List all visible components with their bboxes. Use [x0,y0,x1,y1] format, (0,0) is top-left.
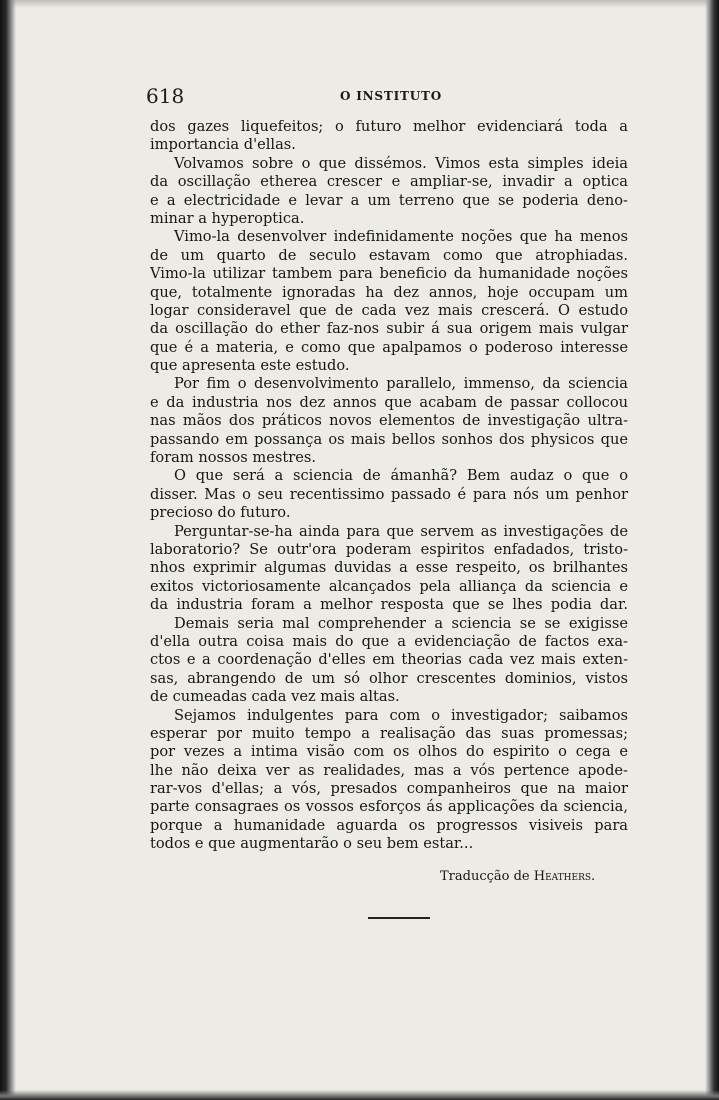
scan-edge-bottom [0,1090,719,1100]
scan-edge-left [0,0,16,1100]
text-line: disser. Mas o seu recentissimo passado é para nós um penhor [150,485,628,503]
text-line: dos gazes liquefeitos; o futuro melhor evidenciará toda a [150,118,628,135]
text-line: de um quarto de seculo estavam como que atrophiadas. [150,246,628,264]
text-line: por vezes a intima visão com os olhos do espirito o cega e [150,743,628,761]
text-line: nas mãos dos práticos novos elementos de investigação ultra- [150,412,628,430]
text-line: importancia d'ellas. [150,136,296,154]
text-line: Demais seria mal comprehender a sciencia se se exigisse [174,614,628,632]
text-line: Vimo-la utilizar tambem para beneficio da humanidade noções [150,265,628,283]
closing-rule [368,917,430,919]
text-line: da oscillação do ether faz-nos subir á sua origem mais vulgar [150,320,628,338]
text-line: Por fim o desenvolvimento parallelo, immenso, da sciencia [174,375,628,393]
scan-edge-top [0,0,719,8]
text-line: O que será a sciencia de ámanhã? Bem audaz o que o [174,467,628,485]
text-line: que, totalmente ignoradas ha dez annos, hoje occupam um [150,283,628,301]
running-title: O INSTITUTO [340,89,442,103]
page-number: 618 [146,84,185,108]
text-line: da industria foram a melhor resposta que se lhes podia dar. [150,596,628,614]
text-line: Volvamos sobre o que dissémos. Vimos esta simples ideia [174,154,628,172]
body-text [150,118,628,854]
text-line: todos e que augmentarão o seu bem estar... [150,835,474,853]
credit-prefix: Traducção de [440,869,530,884]
scan-edge-right [705,0,719,1100]
text-line: laboratorio? Se outr'ora poderam espiritos enfadados, tristo- [150,540,628,558]
text-line: Perguntar-se-ha ainda para que servem as investigações de [174,522,628,540]
text-line: minar a hyperoptica. [150,209,305,227]
translator-name: Heathers. [533,869,596,884]
text-line: que apresenta este estudo. [150,357,350,375]
text-line: da oscillação etherea crescer e ampliar-se, invadir a optica [150,173,628,191]
text-line: precioso do futuro. [150,504,291,522]
text-line: logar consideravel que de cada vez mais crescerá. O estudo [150,301,628,319]
text-line: parte consagraes os vossos esforços ás applicações da sciencia, [150,798,628,816]
text-line: foram nossos mestres. [150,449,316,467]
text-line: rar-vos d'ellas; a vós, presados companheiros que na maior [150,780,628,798]
text-line: d'ella outra coisa mais do que a evidenciação de factos exa- [150,632,628,650]
text-line: sas, abrangendo de um só olhor crescentes dominios, vistos [150,669,628,687]
text-line: que é a materia, e como que apalpamos o poderoso interesse [150,338,628,356]
text-line: Sejamos indulgentes para com o investigador; saibamos [174,706,628,724]
text-line: lhe não deixa ver as realidades, mas a vós pertence apode- [150,761,628,779]
text-line: esperar por muito tempo a realisação das suas promessas; [150,724,628,742]
text-line: passando em possança os mais bellos sonhos dos physicos que [150,430,628,448]
text-line: e a electricidade e levar a um terreno que se poderia deno- [150,191,628,209]
text-line: exitos victoriosamente alcançados pela alliança da sciencia e [150,577,628,595]
text-line: Vimo-la desenvolver indefinidamente noções que ha menos [174,228,628,246]
text-line: de cumeadas cada vez mais altas. [150,688,400,706]
text-line: e da industria nos dez annos que acabam de passar collocou [150,393,628,411]
translator-credit [440,869,595,884]
page-header [142,84,632,110]
text-line: porque a humanidade aguarda os progressos visiveis para [150,816,628,834]
text-line: nhos exprimir algumas duvidas a esse respeito, os brilhantes [150,559,628,577]
text-line: ctos e a coordenação d'elles em theorias cada vez mais exten- [150,651,628,669]
